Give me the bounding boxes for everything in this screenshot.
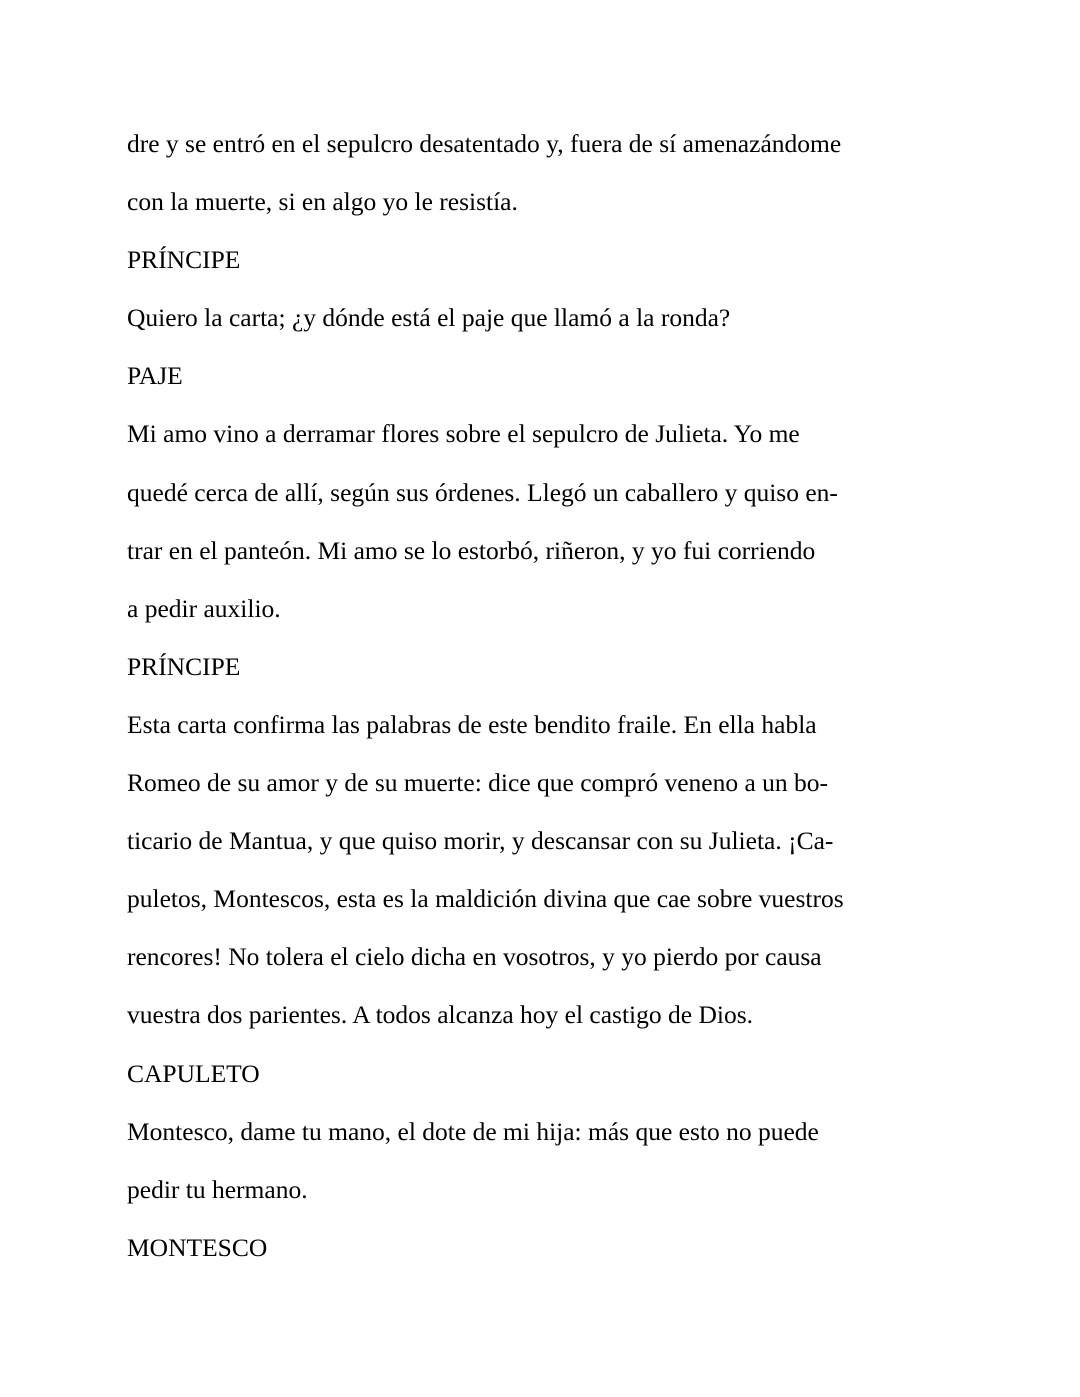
speaker-name: PRÍNCIPE xyxy=(127,245,241,275)
text-line: rencores! No tolera el cielo dicha en vosotros, y yo pierdo por causa xyxy=(127,942,822,972)
text-line: puletos, Montescos, esta es la maldición divina que cae sobre vuestros xyxy=(127,884,844,914)
text-line: trar en el panteón. Mi amo se lo estorbó, riñeron, y yo fui corriendo xyxy=(127,535,816,565)
speaker-name: CAPULETO xyxy=(127,1058,260,1088)
text-line: pedir tu hermano. xyxy=(127,1174,308,1204)
text-line: vuestra dos parientes. A todos alcanza hoy el castigo de Dios. xyxy=(127,1000,754,1030)
text-line: quedé cerca de allí, según sus órdenes. Llegó un caballero y quiso en- xyxy=(127,477,838,507)
text-line: Montesco, dame tu mano, el dote de mi hija: más que esto no puede xyxy=(127,1116,819,1146)
text-line: a pedir auxilio. xyxy=(127,593,281,623)
text-line: dre y se entró en el sepulcro desatentado y, fuera de sí amenazándome xyxy=(127,129,842,158)
text-line: Romeo de su amor y de su muerte: dice que compró veneno a un bo- xyxy=(127,768,829,798)
text-line: Quiero la carta; ¿y dónde está el paje que llamó a la ronda? xyxy=(127,303,731,333)
text-line: ticario de Mantua, y que quiso morir, y descansar con su Julieta. ¡Ca- xyxy=(127,826,834,856)
text-line: con la muerte, si en algo yo le resistía. xyxy=(127,187,518,217)
speaker-name: PAJE xyxy=(127,361,183,391)
speaker-name: MONTESCO xyxy=(127,1232,268,1262)
document-page xyxy=(127,124,927,1286)
text-line: Mi amo vino a derramar flores sobre el sepulcro de Julieta. Yo me xyxy=(127,419,800,449)
speaker-name: PRÍNCIPE xyxy=(127,651,241,681)
text-line: Esta carta confirma las palabras de este bendito fraile. En ella habla xyxy=(127,709,817,739)
